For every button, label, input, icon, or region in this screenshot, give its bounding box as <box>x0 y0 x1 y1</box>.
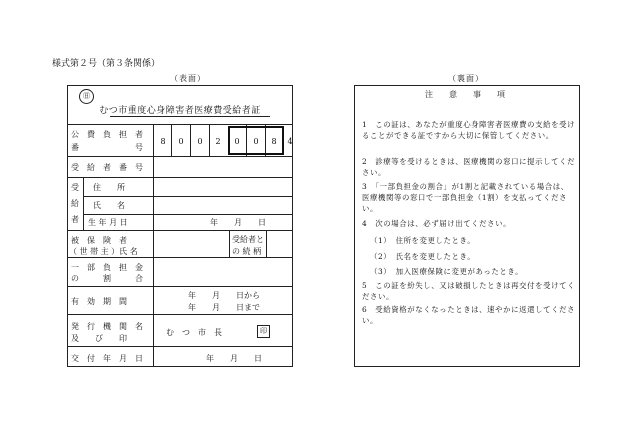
back-caption: （裏面） <box>448 74 484 83</box>
grid-line <box>67 346 293 347</box>
front-caption: （表面） <box>170 74 206 83</box>
grid-line <box>67 230 293 231</box>
grid-line <box>83 214 293 215</box>
birthdate-value: 年 月 日 <box>210 218 266 227</box>
form-number: 様式第２号（第３条関係） <box>52 59 161 69</box>
insured-label-1: 被 保 険 者 <box>71 236 127 245</box>
payer-digit: 8 <box>271 137 277 146</box>
grid-line <box>67 124 293 125</box>
grid-line <box>67 177 293 178</box>
issuer-label-2: 及 び 印 <box>71 334 127 343</box>
grid-line <box>229 230 230 257</box>
recipient-side-label: 受 <box>71 183 79 192</box>
note-item: 3 「一部負担金の割合」が1割と記載されている場合は、医療機関等の窓口で一部負担金（1割）を支払ってください。 <box>362 182 569 213</box>
seal-mark-icon: ㊐ <box>79 89 94 104</box>
issue-date-label: 交 付 年 月 日 <box>71 354 143 363</box>
note-item: 6 受給資格がなくなったときは、速やかに返還してください。 <box>362 305 576 325</box>
insured-label-2: （ 世 帯 主 ）氏 名 <box>69 247 138 256</box>
address-label: 住 所 <box>93 183 125 192</box>
recipient-side-label: 給 <box>71 199 79 208</box>
copay-label-1: 一 部 負 担 金 <box>71 263 143 272</box>
issuer-label-1: 発 行 機 関 名 <box>71 322 143 331</box>
validity-from: 年 月 日から <box>188 291 260 300</box>
certificate-title: むつ市重度心身障害者医療費受給者証 <box>99 106 261 116</box>
payer-digit: 0 <box>178 137 184 146</box>
payer-digit: 0 <box>197 137 203 146</box>
validity-label: 有 効 期 間 <box>71 297 127 306</box>
payer-label-2: 番 号 <box>71 143 143 152</box>
note-sub-item: （1） 住所を変更したとき。 <box>370 236 476 245</box>
note-sub-item: （2） 氏名を変更したとき。 <box>370 252 476 261</box>
payer-digit: 4 <box>287 137 293 146</box>
note-item: 5 この証を紛失し、又は破損したときは再交付を受けてください。 <box>362 281 576 301</box>
note-item: 1 この証は、あなたが重度心身障害者医療費の支給を受けることができる証ですから大切に保管してください。 <box>362 120 576 140</box>
grid-line <box>67 156 293 157</box>
relation-label-2: の 続 柄 <box>232 247 262 256</box>
grid-line <box>67 314 293 315</box>
recipient-number-label: 受 給 者 番 号 <box>71 163 143 172</box>
grid-line <box>67 257 293 258</box>
grid-line <box>67 286 293 287</box>
payer-digit: 8 <box>160 137 166 146</box>
note-sub-item: （3） 加入医療保険に変更があったとき。 <box>370 267 524 276</box>
title-underline <box>110 116 270 117</box>
birthdate-label: 生 年 月 日 <box>88 218 128 227</box>
payer-digit: 0 <box>253 137 259 146</box>
grid-line <box>153 124 154 367</box>
validity-to: 年 月 日まで <box>188 303 260 312</box>
grid-line <box>83 196 293 197</box>
note-item: 4 次の場合は、必ず届け出てください。 <box>362 219 512 228</box>
grid-line <box>83 177 84 230</box>
note-item: 2 診療等を受けるときは、医療機関の窓口に提示してください。 <box>362 157 576 177</box>
relation-label-1: 受給者と <box>232 235 264 244</box>
issue-date-value: 年 月 日 <box>206 354 262 363</box>
payer-digit: 2 <box>215 137 221 146</box>
issuer-seal-icon: 印 <box>257 325 270 338</box>
payer-digit: 0 <box>234 137 240 146</box>
recipient-side-label: 者 <box>71 215 79 224</box>
grid-line <box>266 230 267 257</box>
name-label: 氏 名 <box>93 201 125 210</box>
payer-label-1: 公 費 負 担 者 <box>71 130 143 139</box>
issuer-value: む つ 市 長 <box>166 328 222 337</box>
notes-title: 注 意 事 項 <box>425 90 509 99</box>
copay-label-2: の 割 合 <box>71 274 143 283</box>
